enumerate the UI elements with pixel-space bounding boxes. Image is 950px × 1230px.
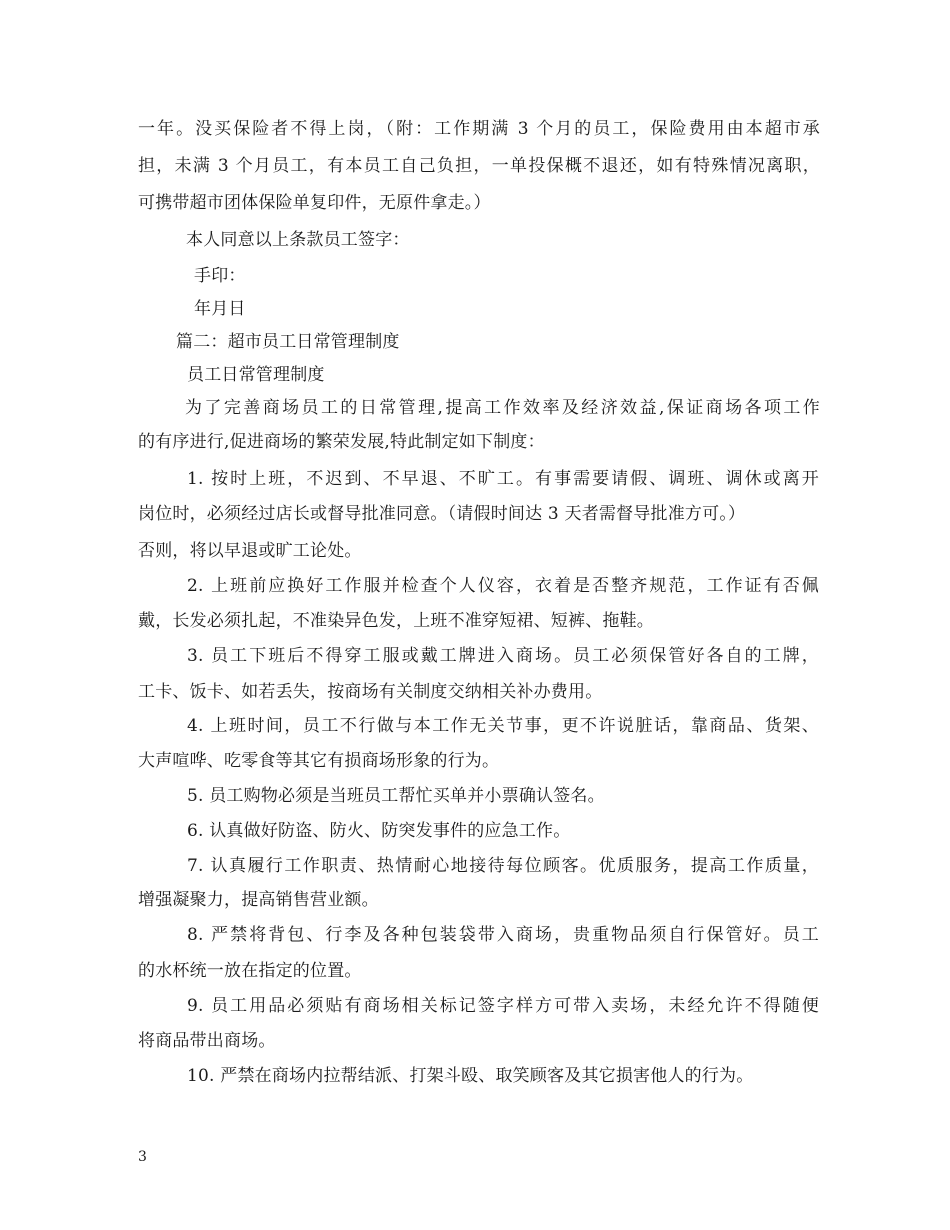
text-line: 将商品带出商场。 [138, 1031, 276, 1051]
text-line: 的有序进行,促进商场的繁荣发展,特此制定如下制度： [138, 432, 545, 452]
list-item: 9. 员工用品必须贴有商场相关标记签字样方可带入卖场，未经允许不得随便 [187, 996, 819, 1016]
text-line: 一年。没买保险者不得上岗，（附：工作期满 3 个月的员工，保险费用由本超市承 [138, 119, 820, 139]
text-line: 大声喧哗、吃零食等其它有损商场形象的行为。 [138, 751, 500, 771]
text-line: 本人同意以上条款员工签字： [186, 230, 410, 250]
text-line: 戴，长发必须扎起，不准染异色发，上班不准穿短裙、短裤、拖鞋。 [138, 611, 654, 631]
text-line: 增强凝聚力，提高销售营业额。 [138, 890, 379, 910]
list-item: 1. 按时上班，不迟到、不早退、不旷工。有事需要请假、调班、调休或离开 [187, 469, 819, 489]
text-line: 岗位时，必须经过店长或督导批准同意。（请假时间达 3 天者需督导批准方可。） [138, 504, 746, 524]
list-item: 3. 员工下班后不得穿工服或戴工牌进入商场。员工必须保管好各自的工牌， [187, 646, 819, 666]
text-line: 可携带超市团体保险单复印件，无原件拿走。） [138, 193, 491, 213]
list-item: 8. 严禁将背包、行李及各种包装袋带入商场，贵重物品须自行保管好。员工 [187, 925, 819, 945]
text-line: 年月日 [194, 299, 246, 319]
text-line: 的水杯统一放在指定的位置。 [138, 961, 362, 981]
text-line: 为了完善商场员工的日常管理,提高工作效率及经济效益,保证商场各项工作 [185, 398, 820, 418]
text-line: 手印： [194, 266, 246, 286]
document-title: 员工日常管理制度 [187, 365, 325, 385]
text-line: 否则，将以早退或旷工论处。 [138, 541, 362, 561]
list-item: 2. 上班前应换好工作服并检查个人仪容，衣着是否整齐规范，工作证有否佩 [187, 576, 819, 596]
text-line: 工卡、饭卡、如若丢失，按商场有关制度交纳相关补办费用。 [138, 682, 603, 702]
list-item: 7. 认真履行工作职责、热情耐心地接待每位顾客。优质服务，提高工作质量， [187, 856, 819, 876]
page-number: 3 [138, 1149, 147, 1165]
list-item: 5. 员工购物必须是当班员工帮忙买单并小票确认签名。 [187, 786, 605, 806]
list-item: 4. 上班时间，员工不行做与本工作无关节事，更不许说脏话，靠商品、货架、 [187, 716, 819, 736]
section-heading: 篇二：超市员工日常管理制度 [176, 332, 400, 352]
list-item: 10. 严禁在商场内拉帮结派、打架斗殴、取笑顾客及其它损害他人的行为。 [187, 1066, 754, 1086]
list-item: 6. 认真做好防盗、防火、防突发事件的应急工作。 [187, 821, 571, 841]
text-line: 担，未满 3 个月员工，有本员工自己负担，一单投保概不退还，如有特殊情况离职， [138, 156, 820, 176]
